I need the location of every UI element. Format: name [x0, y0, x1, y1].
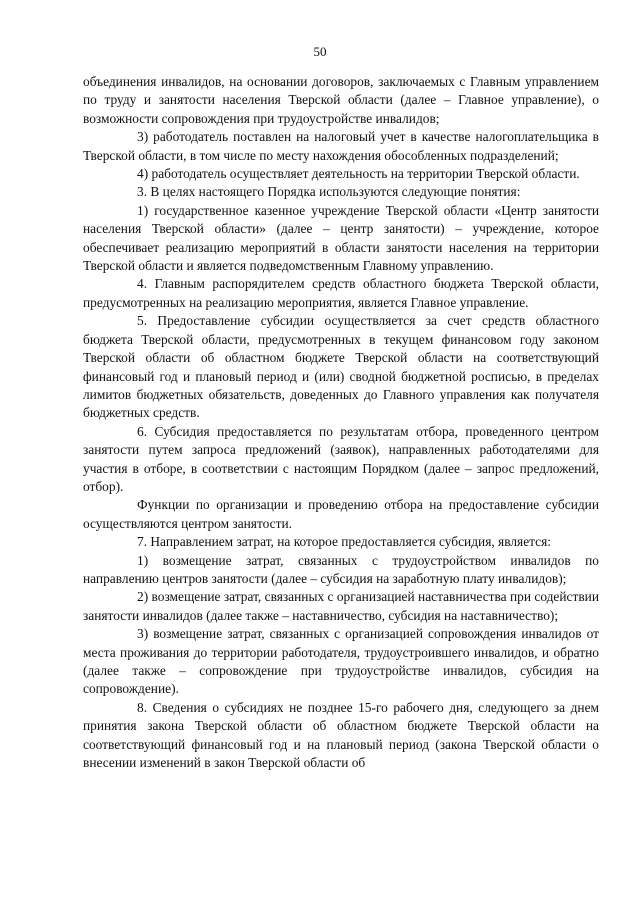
paragraph: объединения инвалидов, на основании договоров, заключаемых с Главным управлением по труду и занятости населения Тверской области (далее – Главное управление), о возможности сопровождения при трудоустройстве инвалидов;	[83, 74, 599, 126]
paragraph: Функции по организации и проведению отбора на предоставление субсидии осуществляются центром занятости.	[83, 497, 599, 531]
document-body	[83, 73, 599, 772]
paragraph: 7. Направлением затрат, на которое предоставляется субсидия, является:	[137, 534, 551, 550]
page-number: 50	[313, 44, 327, 59]
paragraph: 8. Сведения о субсидиях не позднее 15-го рабочего дня, следующего за днем принятия закона Тверской области об областном бюджете Тверской области на соответствующий финансовый год и на плановый период (закона Тверской области о внесении изменений в закон Тверской области об	[83, 699, 599, 771]
paragraph: 6. Субсидия предоставляется по результатам отбора, проведенного центром занятости путем запроса предложений (заявок), направленных работодателями для участия в отборе, в соответствии с настоящим Порядком (далее – запрос предложений, отбор).	[83, 423, 599, 494]
paragraph: 1) государственное казенное учреждение Тверской области «Центр занятости населения Тверской области» (далее – центр занятости) – учреждение, которое обеспечивает реализацию мероприятий в области занятости населения на территории Тверской области и является подведомственным Главному управлению.	[83, 202, 599, 274]
paragraph: 2) возмещение затрат, связанных с организацией наставничества при содействии занятости инвалидов (далее также – наставничество, субсидия на наставничество);	[83, 589, 599, 623]
paragraph: 3. В целях настоящего Порядка используются следующие понятия:	[137, 184, 521, 200]
paragraph: 3) работодатель поставлен на налоговый учет в качестве налогоплательщика в Тверской области, в том числе по месту нахождения обособленных подразделений;	[83, 129, 599, 163]
paragraph: 3) возмещение затрат, связанных с организацией сопровождения инвалидов от места проживания до территории работодателя, трудоустроившего инвалидов, и обратно (далее также – сопровождение при трудоустройстве инвалидов, субсидия на сопровождение).	[83, 626, 599, 697]
paragraph: 4) работодатель осуществляет деятельность на территории Тверской области.	[137, 166, 580, 182]
paragraph: 1) возмещение затрат, связанных с трудоустройством инвалидов по направлению центров занятости (далее – субсидия на заработную плату инвалидов);	[83, 552, 599, 586]
paragraph: 5. Предоставление субсидии осуществляется за счет средств областного бюджета Тверской области, предусмотренных в текущем финансовом году законом Тверской области об областном бюджете Тверской области на соответствующий финансовый год и плановый период и (или) сводной бюджетной росписью, в пределах лимитов бюджетных обязательств, доведенных до Главного управления как получателя бюджетных средств.	[83, 313, 599, 421]
paragraph: 4. Главным распорядителем средств областного бюджета Тверской области, предусмотренных на реализацию мероприятия, является Главное управление.	[83, 276, 599, 310]
